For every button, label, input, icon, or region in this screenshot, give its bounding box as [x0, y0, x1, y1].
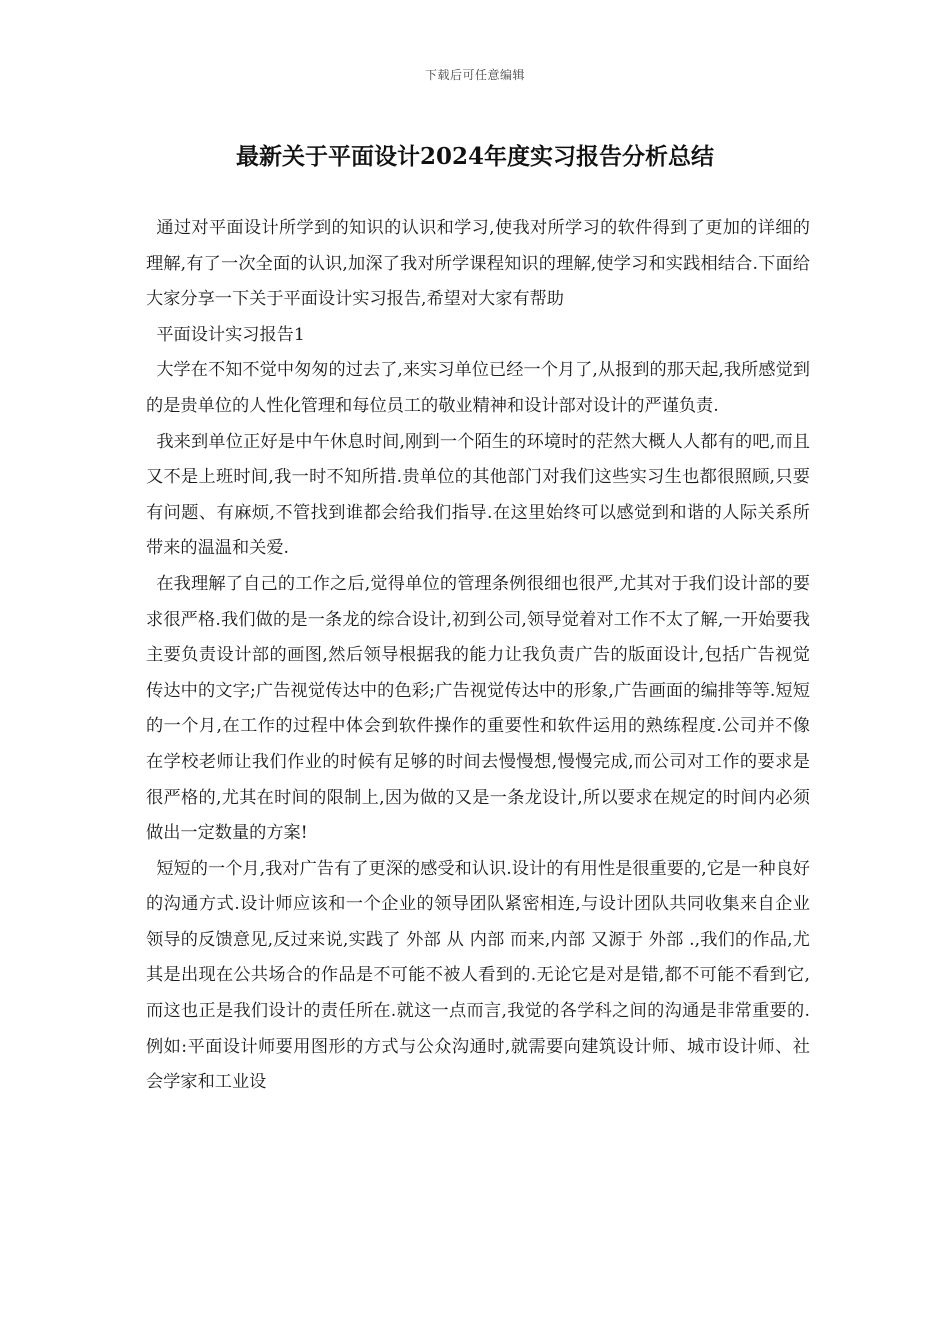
body-paragraph: 短短的一个月,我对广告有了更深的感受和认识.设计的有用性是很重要的,它是一种良好的沟通方式.设计师应该和一个企业的领导团队紧密相连,与设计团队共同收集来自企业领导的反馈意见,反过来说,实践了 外部 从 内部 而来,内部 又源于 外部 .,我们的作品,尤其是出现在公共场合的作品是不可能不被人看到的.无论它是对是错,都不可能不看到它,而这也正是我们设计的责任所在.就这一点而言,我觉的各学科之间的沟通是非常重要的.例如:平面设计师要用图形的方式与公众沟通时,就需要向建筑设计师、城市设计师、社会学家和工业设	[146, 858, 810, 1093]
body-paragraph: 在我理解了自己的工作之后,觉得单位的管理条例很细也很严,尤其对于我们设计部的要求很严格.我们做的是一条龙的综合设计,初到公司,领导觉着对工作不太了解,一开始要我主要负责设计部的画图,然后领导根据我的能力让我负责广告的版面设计,包括广告视觉传达中的文字;广告视觉传达中的色彩;广告视觉传达中的形象,广告画面的编排等等.短短的一个月,在工作的过程中体会到软件操作的重要性和软件运用的熟练程度.公司并不像在学校老师让我们作业的时候有足够的时间去慢慢想,慢慢完成,而公司对工作的要求是很严格的,尤其在时间的限制上,因为做的又是一条龙设计,所以要求在规定的时间内必须做出一定数量的方案!	[146, 573, 810, 844]
body-paragraph: 大学在不知不觉中匆匆的过去了,来实习单位已经一个月了,从报到的那天起,我所感觉到的是贵单位的人性化管理和每位员工的敬业精神和设计部对设计的严谨负责.	[146, 360, 810, 416]
document-title: 最新关于平面设计2024年度实习报告分析总结	[235, 143, 714, 170]
section-heading: 平面设计实习报告1	[156, 324, 305, 345]
document-body	[146, 211, 810, 1101]
intro-paragraph: 通过对平面设计所学到的知识的认识和学习,使我对所学习的软件得到了更加的详细的理解,有了一次全面的认识,加深了我对所学课程知识的理解,使学习和实践相结合.下面给大家分享一下关于平面设计实习报告,希望对大家有帮助	[146, 218, 810, 310]
body-paragraph: 我来到单位正好是中午休息时间,刚到一个陌生的环境时的茫然大概人人都有的吧,而且又不是上班时间,我一时不知所措.贵单位的其他部门对我们这些实习生也都很照顾,只要有问题、有麻烦,不管找到谁都会给我们指导.在这里始终可以感觉到和谐的人际关系所带来的温温和关爱.	[146, 431, 810, 559]
download-note: 下载后可任意编辑	[424, 68, 525, 82]
